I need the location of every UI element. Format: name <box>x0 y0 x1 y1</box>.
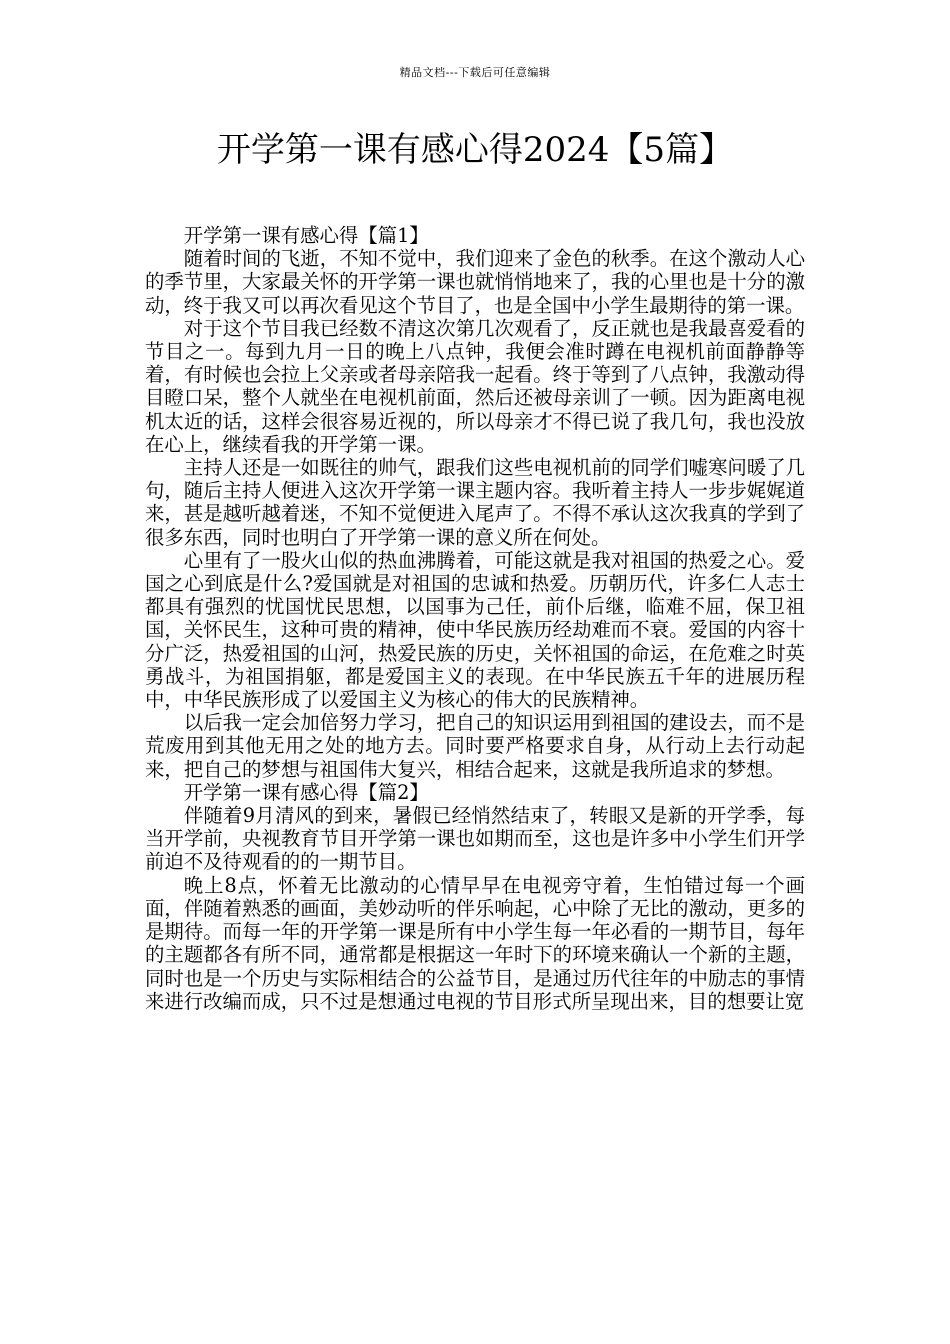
paragraph: 以后我一定会加倍努力学习，把自己的知识运用到祖国的建设去，而不是荒废用到其他无用之处的地方去。同时要严格要求自身，从行动上去行动起来，把自己的梦想与祖国伟大复兴，相结合起来，这就是我所追求的梦想。 <box>145 711 805 781</box>
document-body <box>145 224 805 1013</box>
paragraph: 随着时间的飞逝，不知不觉中，我们迎来了金色的秋季。在这个激动人心的季节里，大家最关怀的开学第一课也就悄悄地来了，我的心里也是十分的激动，终于我又可以再次看见这个节目了，也是全国中小学生最期待的第一课。 <box>145 247 805 317</box>
paragraph: 伴随着9月清风的到来，暑假已经悄然结束了，转眼又是新的开学季，每当开学前，央视教育节目开学第一课也如期而至，这也是许多中小学生们开学前迫不及待观看的的一期节目。 <box>145 804 805 874</box>
section-heading: 开学第一课有感心得【篇2】 <box>183 780 429 804</box>
paragraph: 晚上8点，怀着无比激动的心情早早在电视旁守着，生怕错过每一个画面，伴随着熟悉的画面，美妙动听的伴乐响起，心中除了无比的激动，更多的是期待。而每一年的开学第一课是所有中小学生每一年必看的一期节目，每年的主题都各有所不同，通常都是根据这一年时下的环境来确认一个新的主题，同时也是一个历史与实际相结合的公益节目，是通过历代往年的中励志的事情来进行改编而成，只不过是想通过电视的节目形式所呈现出来，目的想要让宽 <box>145 873 805 1013</box>
paragraph: 心里有了一股火山似的热血沸腾着，可能这就是我对祖国的热爱之心。爱国之心到底是什么?爱国就是对祖国的忠诚和热爱。历朝历代，许多仁人志士都具有强烈的忧国忧民思想，以国事为己任，前仆后继，临难不屈，保卫祖国，关怀民生，这种可贵的精神，使中华民族历经劫难而不衰。爱国的内容十分广泛，热爱祖国的山河，热爱民族的历史，关怀祖国的命运，在危难之时英勇战斗，为祖国捐躯，都是爱国主义的表现。在中华民族五千年的进展历程中，中华民族形成了以爱国主义为核心的伟大的民族精神。 <box>145 548 805 712</box>
header-note: 精品文档---下载后可任意编辑 <box>399 66 551 79</box>
document-title: 开学第一课有感心得2024【5篇】 <box>216 130 734 170</box>
paragraph: 对于这个节目我已经数不清这次第几次观看了，反正就也是我最喜爱看的节目之一。每到九月一日的晚上八点钟，我便会准时蹲在电视机前面静静等着，有时候也会拉上父亲或者母亲陪我一起看。终于等到了八点钟，我激动得目瞪口呆，整个人就坐在电视机前面，然后还被母亲训了一顿。因为距离电视机太近的话，这样会很容易近视的，所以母亲才不得已说了我几句，我也没放在心上，继续看我的开学第一课。 <box>145 316 805 456</box>
section-heading: 开学第一课有感心得【篇1】 <box>183 224 429 247</box>
paragraph: 主持人还是一如既往的帅气，跟我们这些电视机前的同学们嘘寒问暖了几句，随后主持人便进入这次开学第一课主题内容。我听着主持人一步步娓娓道来，甚是越听越着迷，不知不觉便进入尾声了。不得不承认这次我真的学到了很多东西，同时也明白了开学第一课的意义所在何处。 <box>145 456 805 549</box>
